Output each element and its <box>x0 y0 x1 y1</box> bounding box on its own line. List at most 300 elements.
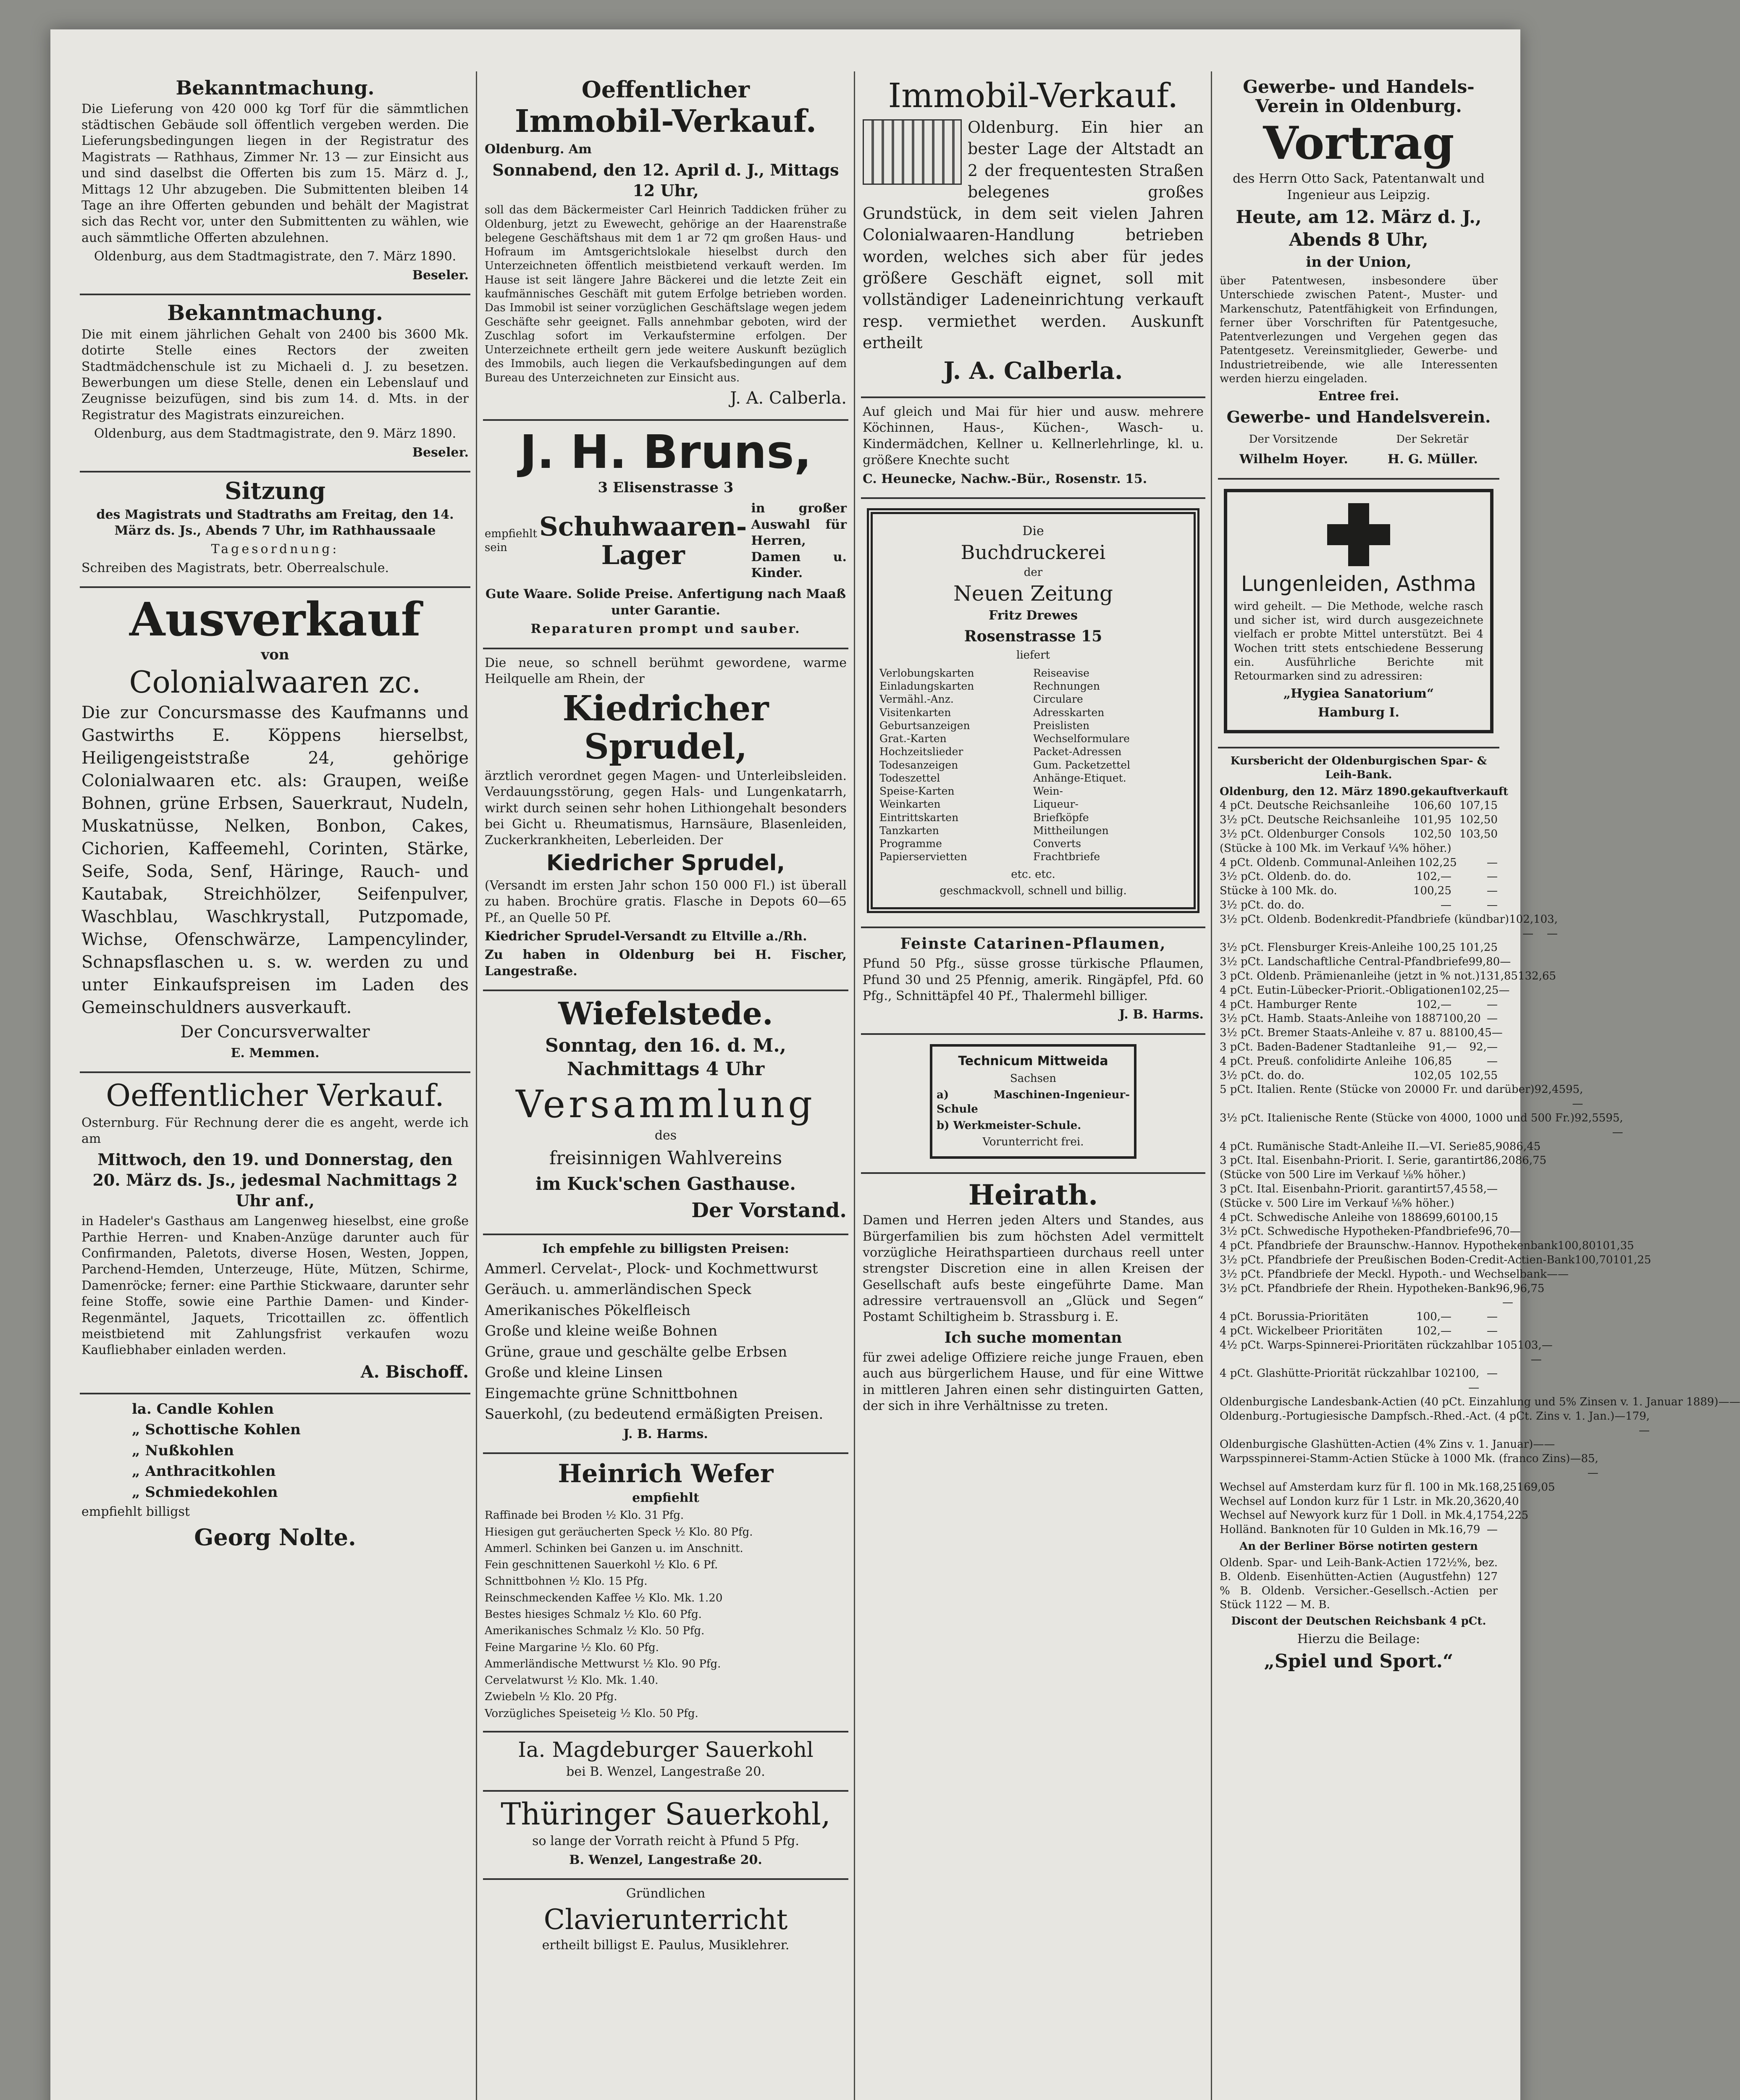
ad-thuringia-sauerkraut <box>483 1792 848 1880</box>
ad-secretary-name: H. G. Müller. <box>1387 452 1478 467</box>
rates-header <box>1220 785 1509 799</box>
price-item: Ammerl. Schinken bei Ganzen u. im Anschnitt. <box>485 1542 743 1555</box>
rate-bought: 86,20 <box>1484 1154 1515 1167</box>
rate-row <box>1220 1225 1521 1239</box>
rate-row <box>1220 1040 1498 1055</box>
rate-name: 4 pCt. Glashütte-Priorität rückzahlbar 102 <box>1220 1367 1455 1380</box>
ad-city: Hamburg I. <box>1317 705 1400 720</box>
rate-name: Oldenburg.-Portugiesische Dampfsch.-Rhed.-Act. (4 pCt. Zins v. 1. Jan.) <box>1220 1410 1615 1423</box>
rate-name: 4 pCt. Borussia-Prioritäten <box>1220 1310 1369 1323</box>
ad-sanatorium: „Hygiea Sanatorium“ <box>1283 686 1434 701</box>
rate-row <box>1220 955 1511 969</box>
rate-sold: 107,15 <box>1459 799 1498 812</box>
notice-signature: Beseler. <box>412 445 469 460</box>
ad-body-2: für zwei adelige Offiziere reiche junge Frauen, eben auch aus bürgerlichem Hause, und für eine Wittwe in mittleren Jahren einen sehr distinguirten Gatten, der sich in ihre Verhältnisse zu treten. <box>863 1350 1204 1414</box>
ad-harms-goods <box>483 1235 848 1454</box>
rate-name: 3½ pCt. Deutsche Reichsanleihe <box>1220 814 1400 827</box>
rate-name: 3½ pCt. do. do. <box>1220 899 1304 912</box>
ad-body: soll das dem Bäckermeister Carl Heinrich Taddicken früher zu Oldenburg, jetzt zu Ewewecht, gehörige an der Haarenstraße belegene Geschäftshaus mit dem 1 ar 72 qm großen Haus- und Hofraum im Amtsgerichtslokale hieselbst durch den Unterzeichneten öffentlich meistbietend verkauft werden. Im Hause ist seit längere Jahre Bäckerei und die letzte Zeit ein kaufmännisches Geschäft mit gutem Erfolge betrieben worden. Das Immobil ist seiner vorzüglichen Geschäftslage wegen jedem Geschäfte sehr geeignet. Falls annehmbar geboten, wird der Zuschlag sofort im Verkaufstermine erfolgen. Der Unterzeichnete ertheilt gern jede weitere Auskunft bezüglich des Immobils, auch liegen die Verkaufsbedingungen auf dem Bureau des Unterzeichneten zur Einsicht aus. <box>485 204 847 384</box>
rate-sold: 58,— <box>1469 1182 1498 1195</box>
rate-row <box>1220 984 1510 998</box>
coal-item: la. Candle Kohlen <box>132 1400 274 1418</box>
rate-row <box>1220 998 1498 1012</box>
rate-row <box>1220 1480 1555 1495</box>
ad-line-2: Reparaturen prompt und sauber. <box>530 622 801 637</box>
price-item: Fein geschnittenen Sauerkohl ½ Klo. 6 Pf. <box>485 1559 718 1572</box>
rate-name: Stücke à 100 Mk. do. <box>1220 885 1337 898</box>
rate-bought: — <box>1570 1452 1581 1465</box>
rate-row <box>1220 1069 1498 1083</box>
ad-wefer <box>483 1454 848 1732</box>
ad-signature: Der Vorstand. <box>691 1198 847 1222</box>
rate-name: (Stücke von 500 Lire im Verkauf ⅛% höher.) <box>1220 1168 1466 1181</box>
meeting-details: des Magistrats und Stadtraths am Freitag, den 14. März ds. Js., Abends 7 Uhr, im Rathhaussaale <box>96 507 454 538</box>
rates-title: Kursbericht der Oldenburgischen Spar- & Leih-Bank. <box>1230 755 1487 782</box>
ad-end: Zu haben in Oldenburg bei H. Fischer, Langestraße. <box>485 948 847 979</box>
rate-bought: 102,05 <box>1413 1069 1451 1082</box>
rate-sold <box>1476 1197 1498 1211</box>
rate-name: 3½ pCt. Oldenburger Consols <box>1220 828 1385 841</box>
ad-body-2: (Versandt im ersten Jahr schon 150 000 Fl.) ist überall zu haben. Brochüre gratis. Flasche in Depots 60—65 Pf., an Quelle 50 Pf. <box>485 878 847 925</box>
rate-name: Wechsel auf Amsterdam kurz für fl. 100 in Mk. <box>1220 1480 1479 1494</box>
rate-sold: 100,15 <box>1460 1211 1499 1224</box>
ad-free: Entree frei. <box>1318 389 1399 404</box>
ad-title: Feinste Catarinen-Pflaumen, <box>900 935 1166 953</box>
rate-sold: — <box>1487 998 1498 1011</box>
print-product: Gum. Packetzettel <box>1033 759 1131 771</box>
rate-row <box>1220 1055 1498 1069</box>
goods-item: Große und kleine Linsen <box>485 1364 663 1381</box>
rate-bought: — <box>1547 1268 1558 1281</box>
ad-post: in großer Auswahl für Herren, Damen u. Kinder. <box>751 501 847 581</box>
rate-row <box>1220 1140 1541 1154</box>
ad-property-auction <box>483 71 848 421</box>
rate-name: 3½ pCt. Flensburger Kreis-Anleihe <box>1220 941 1414 954</box>
ad-print-shop <box>861 499 1205 928</box>
coal-item: „ Nußkohlen <box>132 1442 234 1459</box>
print-product: Speise-Karten <box>879 785 955 798</box>
rate-name: Warpsspinnerei-Stamm-Actien Stücke à 1000 Mk. (franco Zins) <box>1220 1452 1570 1465</box>
rate-sold: — <box>1487 1012 1498 1025</box>
rate-row <box>1220 1111 1623 1140</box>
rate-name: 4 pCt. Pfandbriefe der Braunschw.-Hannov. Hypothekenbank <box>1220 1239 1558 1252</box>
column-4 <box>1218 71 1740 2100</box>
rate-bought: 99,80 <box>1468 956 1500 969</box>
rate-row <box>1220 1268 1569 1282</box>
rate-sold: — <box>1500 956 1511 969</box>
notice-body: Die Lieferung von 420 000 kg Torf für die sämmtlichen städtischen Gebäude soll öffentlich vergeben werden. Die Lieferungsbedingungen liegen in der Registratur des Magistrats — Rathhaus, Zimmer Nr. 13 — zur Einsicht aus und sind daselbst die Offerten bis zum 15. März d. J., Mittags 12 Uhr abzugeben. Die Submittenten bleiben 14 Tage an ihre Offerten gebunden und behält der Magistrat sich das Recht vor, unter den Submittenten zu wählen, wie auch sämmtliche Offerten abzulehnen. <box>81 101 469 245</box>
coal-recommend: empfiehlt billigst <box>81 1504 190 1520</box>
print-product: Mittheilungen <box>1033 824 1109 837</box>
ad-plums <box>861 928 1205 1035</box>
price-item: Reinschmeckenden Kaffee ½ Klo. Mk. 1.20 <box>485 1591 723 1604</box>
rate-sold: 85,— <box>1581 1452 1598 1479</box>
rate-bought: 103,— <box>1517 1339 1542 1366</box>
column-2 <box>483 71 848 2100</box>
price-item: Ammerländische Mettwurst ½ Klo. 90 Pfg. <box>485 1657 721 1670</box>
rate-name: 4 pCt. Hamburger Rente <box>1220 998 1357 1011</box>
ad-title: Oeffentlicher <box>581 76 750 103</box>
rate-name: 3½ pCt. Oldenb. Bodenkredit-Pfandbriefe (kündbar) <box>1220 913 1509 926</box>
goods-item: Ammerl. Cervelat-, Plock- und Kochmettwurst <box>485 1260 818 1277</box>
rate-sold: 95,— <box>1565 1083 1583 1110</box>
rate-row <box>1220 1012 1498 1026</box>
rate-bought: 131,85 <box>1480 970 1518 983</box>
ad-body: Die zur Concursmasse des Kaufmanns und Gastwirths E. Köppens hierselbst, Heiligengeiststraße 24, gehörige Colonialwaaren etc. als: Graupen, weiße Bohnen, grüne Erbsen, Sauerkraut, Nudeln, Muskatnüsse, Nelken, Bonbon, Cakes, Cichorien, Kaffeemehl, Corinten, Stärke, Seife, Soda, Senf, Häringe, Rauch- und Kautabak, Streichhölzer, Seifenpulver, Waschblau, Waschkrystall, Putzpomade, Wichse, Ofenschwärze, Lampencylinder, Schnapsflaschen u. s. w. werden zu und unter Einkaufspreisen im Laden des Gemeinschuldners ausverkauft. <box>81 703 469 1017</box>
ad-speaker: des Herrn Otto Sack, Patentanwalt und Ingenieur aus Leipzig. <box>1233 171 1485 202</box>
rate-name: 3 pCt. Baden-Badener Stadtanleihe <box>1220 1041 1416 1054</box>
rate-sold: — <box>1491 1026 1503 1040</box>
rate-row <box>1220 1339 1553 1367</box>
rate-bought <box>1451 842 1475 856</box>
rate-row <box>1220 884 1498 898</box>
rate-name: 3½ pCt. Italienische Rente (Stücke von 4000, 1000 und 500 Fr.) <box>1220 1112 1575 1124</box>
rate-sold: — <box>1541 1339 1553 1352</box>
print-product: Anhänge-Etiquet. <box>1033 772 1126 784</box>
rate-sold: 101,25 <box>1613 1253 1651 1266</box>
ad-shoe-store <box>483 421 848 649</box>
ad-date: Sonntag, den 16. d. M., Nachmittags 4 Uhr <box>545 1034 787 1080</box>
rates-date: Oldenburg, den 12. März 1890. <box>1220 785 1411 798</box>
ad-signature: C. Heunecke, Nachw.-Bür., Rosenstr. 15. <box>863 471 1147 486</box>
print-product: Programme <box>879 837 942 850</box>
rate-bought: 100,70 <box>1575 1253 1613 1266</box>
supplement-note: Hierzu die Beilage: <box>1297 1631 1420 1646</box>
ad-kiedricher-sprudel <box>483 649 848 992</box>
ad-title: Kiedricher Sprudel, <box>562 688 769 767</box>
rate-row <box>1220 969 1556 984</box>
rate-row <box>1220 898 1498 913</box>
rate-name: 4½ pCt. Warps-Spinnerei-Prioritäten rückzahlbar 105 <box>1220 1339 1517 1352</box>
ad-title: Ausverkauf <box>129 592 421 647</box>
ad-sub: empfiehlt <box>632 1491 699 1506</box>
rate-row <box>1220 1253 1651 1268</box>
rate-sold: 86,75 <box>1515 1154 1547 1167</box>
print-product: Wechselformulare <box>1033 732 1130 745</box>
rate-name: 3 pCt. Oldenb. Prämienanleihe (jetzt in % not.) <box>1220 970 1480 983</box>
rate-row <box>1220 856 1498 870</box>
rate-name: (Stücke à 100 Mk. im Verkauf ¼% höher.) <box>1220 842 1451 855</box>
rate-name: 3 pCt. Ital. Eisenbahn-Priorit. garantirt <box>1220 1182 1437 1195</box>
print-pre: Die <box>1022 523 1044 538</box>
print-product: Circulare <box>1033 693 1083 706</box>
rate-bought: 4,175 <box>1466 1509 1497 1522</box>
print-product: Briefköpfe <box>1033 811 1089 824</box>
ad-des: des <box>654 1128 677 1143</box>
print-shop-frame <box>867 508 1199 913</box>
ad-body: über Patentwesen, insbesondere über Unterschiede zwischen Patent-, Muster- und Markenschutz, Patentfähigkeit von Erfindungen, ferner über Vorschriften für Patentgesuche, Patentverlezungen und Vergehen gegen das Patentgesetz. Vereinsmitglieder, Gewerbe- und Industrietreibende, wie alle Interessenten werden hierzu eingeladen. <box>1220 274 1498 385</box>
rate-name: 4 pCt. Oldenb. Communal-Anleihen <box>1220 856 1416 869</box>
rate-sold: 20,40 <box>1488 1495 1519 1508</box>
rate-bought: 100,25 <box>1417 941 1456 954</box>
rate-sold: 101,25 <box>1459 941 1498 954</box>
rate-bought: 20,36 <box>1456 1495 1488 1508</box>
ad-intro: Die neue, so schnell berühmt gewordene, warme Heilquelle am Rhein, der <box>485 655 847 686</box>
rates-table <box>1220 799 1740 1537</box>
print-product: Rechnungen <box>1033 680 1100 693</box>
rate-row <box>1220 1310 1498 1324</box>
ad-lecture <box>1218 71 1499 480</box>
print-product: Geburtsanzeigen <box>879 719 970 732</box>
technicum-line: a) Maschinen-Ingenieur-Schule <box>937 1089 1130 1116</box>
print-product: Todeszettel <box>879 772 940 784</box>
goods-item: Amerikanisches Pökelfleisch <box>485 1302 691 1319</box>
rate-bought: 168,25 <box>1478 1480 1517 1494</box>
coal-item: „ Schottische Kohlen <box>132 1421 301 1438</box>
ad-store-name: Schuhwaaren-Lager <box>539 511 747 571</box>
rate-sold: — <box>1487 885 1498 898</box>
rate-row <box>1220 813 1498 827</box>
print-end: geschmackvoll, schnell und billig. <box>940 884 1127 897</box>
rate-sold: — <box>1487 1367 1498 1380</box>
rate-sold: — <box>1487 1324 1498 1337</box>
ad-title: Vortrag <box>1263 117 1454 170</box>
rate-bought: 106,85 <box>1414 1055 1452 1068</box>
rates-sold-header: verkauft <box>1457 785 1509 798</box>
ad-marriage <box>861 1174 1205 1425</box>
building-illustration <box>863 119 962 185</box>
rate-name: 3½ pCt. do. do. <box>1220 1069 1304 1082</box>
column-rule <box>476 71 477 2100</box>
print-etc: etc. etc. <box>1011 868 1055 881</box>
rate-name: 3 pCt. Ital. Eisenbahn-Priorit. I. Serie, garantirt <box>1220 1154 1484 1167</box>
ad-intro: Ich empfehle zu billigsten Preisen: <box>542 1242 789 1257</box>
rate-bought: 57,45 <box>1436 1182 1468 1195</box>
rate-row <box>1220 1438 1555 1452</box>
ad-product: Kiedricher Sprudel, <box>546 850 785 876</box>
ad-date: Mittwoch, den 19. und Donnerstag, den 20. März ds. Js., jedesmal Nachmittags 2 Uhr anf., <box>92 1150 458 1210</box>
ad-signature: A. Bischoff. <box>360 1362 469 1382</box>
ad-magdeburg-sauerkraut <box>483 1732 848 1792</box>
rate-sold: 102,50 <box>1459 814 1498 827</box>
notice-title: Sitzung <box>225 477 325 505</box>
supplement-title: „Spiel und Sport.“ <box>1264 1650 1454 1672</box>
rate-sold <box>1482 1168 1498 1182</box>
rate-bought: 16,79 <box>1449 1523 1480 1536</box>
rate-sold: 132,65 <box>1518 970 1556 983</box>
rate-name: 3½ pCt. Schwedische Hypotheken-Pfandbriefe <box>1220 1225 1479 1238</box>
ad-clearance-sale <box>80 588 470 1073</box>
notice-title: Bekanntmachung. <box>167 300 383 325</box>
rate-name: Wechsel auf Newyork kurz für 1 Doll. in Mk. <box>1220 1509 1466 1522</box>
rate-bought: 96,— <box>1496 1282 1513 1309</box>
rate-name: 4 pCt. Rumänische Stadt-Anleihe II.—VI. Serie <box>1220 1140 1478 1153</box>
rate-bought: 102,— <box>1509 913 1534 940</box>
ad-sign-role: Der Concursverwalter <box>180 1022 370 1042</box>
rate-row <box>1220 799 1498 813</box>
rate-bought: 100,— <box>1455 1367 1480 1394</box>
ad-assembly <box>483 991 848 1235</box>
ad-sub: so lange der Vorrath reicht à Pfund 5 Pfg. <box>532 1834 799 1849</box>
ad-date: Heute, am 12. März d. J., Abends 8 Uhr, <box>1236 206 1482 250</box>
rate-row <box>1220 1197 1498 1211</box>
rate-sold: 103,50 <box>1459 828 1498 841</box>
rate-sold: — <box>1487 899 1498 912</box>
column-1 <box>80 71 470 2100</box>
rate-sold: — <box>1499 984 1510 997</box>
ad-title: Lungenleiden, Asthma <box>1241 571 1476 596</box>
rate-bought: 102,50 <box>1413 828 1451 841</box>
ad-staff-agency <box>861 398 1205 499</box>
print-product: Verlobungskarten <box>879 667 974 679</box>
rate-bought: 85,90 <box>1478 1140 1509 1153</box>
rate-bought: 99,60 <box>1428 1211 1460 1224</box>
print-product: Hochzeitslieder <box>879 746 963 758</box>
rate-row <box>1220 1452 1598 1480</box>
ad-property-sale <box>861 71 1205 398</box>
rate-bought: 101,95 <box>1413 814 1451 827</box>
ad-organisation: freisinnigen Wahlvereins <box>549 1147 782 1169</box>
ad-von: von <box>261 646 289 664</box>
rate-sold: — <box>1729 1395 1740 1408</box>
print-product: Papierservietten <box>879 850 967 863</box>
rate-name: 3½ pCt. Pfandbriefe der Preußischen Boden-Credit-Actien-Bank <box>1220 1253 1575 1266</box>
rate-sold: — <box>1487 1310 1498 1323</box>
rate-row <box>1220 913 1558 941</box>
exchange-rates <box>1218 748 1740 1683</box>
price-item: Amerikanisches Schmalz ½ Klo. 50 Pfg. <box>485 1625 705 1638</box>
rate-name: 3½ pCt. Pfandbriefe der Rhein. Hypotheken-Bank <box>1220 1282 1496 1295</box>
asthma-frame <box>1224 489 1493 733</box>
goods-item: Sauerkohl, (zu bedeutend ermäßigten Preisen. <box>485 1406 824 1423</box>
ad-body: Pfund 50 Pfg., süsse grosse türkische Pflaumen, Pfund 30 und 25 Pfennig, amerik. Ringäpfel, Pfd. 60 Pfg., Schnittäpfel 40 Pf., Thalermehl billiger. <box>863 956 1204 1004</box>
ad-signature: J. A. Calberla. <box>943 357 1123 385</box>
print-product: Liqueur- <box>1033 798 1079 811</box>
rate-bought <box>1466 1168 1482 1182</box>
rate-name: 3½ pCt. Bremer Staats-Anleihe v. 87 u. 88 <box>1220 1026 1454 1040</box>
goods-item: Grüne, graue und geschälte gelbe Erbsen <box>485 1343 787 1360</box>
print-owner: Fritz Drewes <box>988 608 1078 623</box>
ad-title: Ia. Magdeburger Sauerkohl <box>518 1737 814 1762</box>
rate-sold: — <box>1558 1268 1569 1281</box>
ad-title: Thüringer Sauerkohl, <box>501 1796 831 1832</box>
notice-title: Bekanntmachung. <box>176 76 375 99</box>
agenda-body: Schreiben des Magistrats, betr. Oberrealschule. <box>81 560 389 575</box>
technicum-line: b) Werkmeister-Schule. <box>937 1119 1081 1132</box>
ad-sign-name: E. Memmen. <box>231 1045 320 1060</box>
rate-bought: 102,— <box>1416 998 1451 1011</box>
ad-title: Wiefelstede. <box>558 996 773 1032</box>
notice-signature: Beseler. <box>412 268 469 283</box>
berlin-body: Oldenb. Spar- und Leih-Bank-Actien 172½%, bez. B. Oldenb. Eisenhütten-Actien (Augustfehn) 127 % B. Oldenb. Versicher.-Gesellsch.-Actien per Stück 1122 — M. B. <box>1220 1557 1498 1611</box>
print-product: Eintrittskarten <box>879 811 959 824</box>
ad-sub: bei B. Wenzel, Langestraße 20. <box>566 1764 765 1779</box>
print-name: Neuen Zeitung <box>953 581 1113 606</box>
technicum-sub: Sachsen <box>1010 1072 1057 1085</box>
ad-body-2: in Hadeler's Gasthaus am Langenweg hieselbst, eine große Parthie Herren- und Knaben-Anzüge darunter auch für Confirmanden, Paletots, diverse Hosen, Westen, Joppen, Parchend-Hemden, Unterzeuge, Hüte, Mützen, Schirme, Damenröcke; ferner: eine Parthie Stickwaare, darunter sehr feine Stoffe, sowie eine Parthie Damen- und Kinder-Regenmäntel, Jaquets, Tricottaillen zc. öffentlich meistbietend mit Zahlungsfrist verkaufen wozu Kaufliebhaber einladen werden. <box>81 1214 469 1358</box>
column-rule <box>854 71 855 2100</box>
goods-item: Große und kleine weiße Bohnen <box>485 1323 718 1340</box>
ad-title: Oeffentlicher Verkauf. <box>106 1078 444 1113</box>
price-item: Bestes hiesiges Schmalz ½ Klo. 60 Pfg. <box>485 1608 702 1621</box>
rate-bought <box>1454 1197 1476 1211</box>
rate-name: Wechsel auf London kurz für 1 Lstr. in Mk. <box>1220 1495 1457 1508</box>
rate-sold: — <box>1544 1438 1555 1451</box>
rate-sold: — <box>1486 856 1498 869</box>
rate-sold: 4,225 <box>1497 1509 1529 1522</box>
price-item: Zwiebeln ½ Klo. 20 Pfg. <box>485 1690 617 1704</box>
ad-line-1: Gute Waare. Solide Preise. Anfertigung nach Maaß unter Garantie. <box>485 587 846 618</box>
rate-sold: 179,— <box>1625 1410 1650 1437</box>
print-products-left <box>879 667 1033 864</box>
print-product: Adresskarten <box>1033 706 1105 719</box>
rate-bought: 91,— <box>1428 1041 1457 1054</box>
print-product: Frachtbriefe <box>1033 850 1100 863</box>
rate-bought: 100,45 <box>1453 1026 1492 1040</box>
rate-sold: — <box>1509 1225 1521 1238</box>
rate-row <box>1220 827 1498 842</box>
print-product: Einladungskarten <box>879 680 974 693</box>
ad-location: im Kuck'schen Gasthause. <box>535 1173 796 1194</box>
goods-item: Eingemachte grüne Schnittbohnen <box>485 1385 738 1402</box>
ad-address: 3 Elisenstrasse 3 <box>598 479 734 496</box>
print-product: Vermähl.-Anz. <box>879 693 954 706</box>
ad-chair-name: Wilhelm Hoyer. <box>1239 452 1348 467</box>
goods-item: Geräuch. u. ammerländischen Speck <box>485 1281 751 1298</box>
ad-title: Immobil-Verkauf. <box>888 76 1178 115</box>
ad-body: Osternburg. Für Rechnung derer die es angeht, werde ich am <box>81 1115 469 1146</box>
rate-row <box>1220 1367 1498 1395</box>
column-3 <box>861 71 1205 2100</box>
ad-vendor: Kiedricher Sprudel-Versandt zu Eltville a./Rh. <box>485 929 807 944</box>
ad-public-sale <box>80 1073 470 1394</box>
ad-signature: J. B. Harms. <box>623 1426 708 1441</box>
rate-row <box>1220 1168 1498 1182</box>
ad-body: wird geheilt. — Die Methode, welche rasch und sicher ist, wird durch ausgezeichnete vielfach er probte Mittel unterstützt. Bei 4 Wochen tritt stets entschiedene Besserung ein. Ausführliche Berichte mit Retourmarken sind zu adressiren: <box>1234 600 1483 683</box>
ad-title: Clavierunterricht <box>543 1903 788 1936</box>
print-product: Preislisten <box>1033 719 1090 732</box>
ad-title-2: Ich suche momentan <box>944 1328 1122 1347</box>
price-item: Schnittbohnen ½ Klo. 15 Pfg. <box>485 1575 648 1588</box>
discount-rate: Discont der Deutschen Reichsbank 4 pCt. <box>1231 1615 1486 1628</box>
rate-name: 3½ pCt. Pfandbriefe der Meckl. Hypoth.- und Wechselbank <box>1220 1268 1547 1281</box>
print-products-right <box>1033 667 1187 864</box>
print-product: Converts <box>1033 837 1081 850</box>
coal-item: „ Anthracitkohlen <box>132 1463 276 1480</box>
ad-body: Damen und Herren jeden Alters und Standes, aus Bürgerfamilien bis zum höchsten Adel vermittelt vorzügliche Heirathspartieen durchaus reell unter strengster Discretion eine in allen Kreisen der Gesellschaft aufs beste eingeführte Dame. Man adressire vertrauensvoll an „Glück und Segen“ Postamt Schiltigheim b. Strassburg i. E. <box>863 1213 1204 1325</box>
price-item: Hiesigen gut geräucherten Speck ½ Klo. 80 Pfg. <box>485 1525 753 1538</box>
rate-row <box>1220 1083 1583 1111</box>
rates-bought-header: gekauft <box>1410 785 1458 798</box>
red-cross-icon <box>1327 503 1390 566</box>
rate-bought: 102,— <box>1416 870 1451 883</box>
rate-bought: 106,60 <box>1413 799 1451 812</box>
rate-name: 3½ pCt. Oldenb. do. do. <box>1220 870 1352 883</box>
notice-council-meeting <box>80 472 470 588</box>
price-item: Feine Margarine ½ Klo. 60 Pfg. <box>485 1641 659 1654</box>
ad-pre: empfiehlt sein <box>485 528 537 554</box>
print-product: Grat.-Karten <box>879 732 947 745</box>
rate-row <box>1220 1495 1519 1509</box>
ad-headline: Versammlung <box>516 1082 816 1127</box>
rate-row <box>1220 1282 1545 1310</box>
rate-sold: — <box>1487 870 1498 883</box>
ad-coal <box>80 1394 470 1562</box>
ad-subtitle: Colonialwaaren zc. <box>129 664 421 700</box>
rate-sold <box>1475 842 1498 856</box>
rate-sold: — <box>1487 1055 1498 1068</box>
rate-row <box>1220 870 1498 884</box>
ad-title-2: Immobil-Verkauf. <box>514 103 817 140</box>
rate-bought: 96,70 <box>1478 1225 1510 1238</box>
print-der: der <box>1024 566 1043 579</box>
rate-bought: 102,25 <box>1418 856 1457 869</box>
ad-title: Heinrich Wefer <box>558 1459 774 1489</box>
rate-sold: 92,— <box>1469 1041 1498 1054</box>
rate-bought: — <box>1614 1410 1626 1423</box>
rate-row <box>1220 1026 1503 1040</box>
rate-name: Oldenburgische Landesbank-Actien (40 pCt. Einzahlung und 5% Zinsen v. 1. Januar 1889) <box>1220 1395 1719 1408</box>
